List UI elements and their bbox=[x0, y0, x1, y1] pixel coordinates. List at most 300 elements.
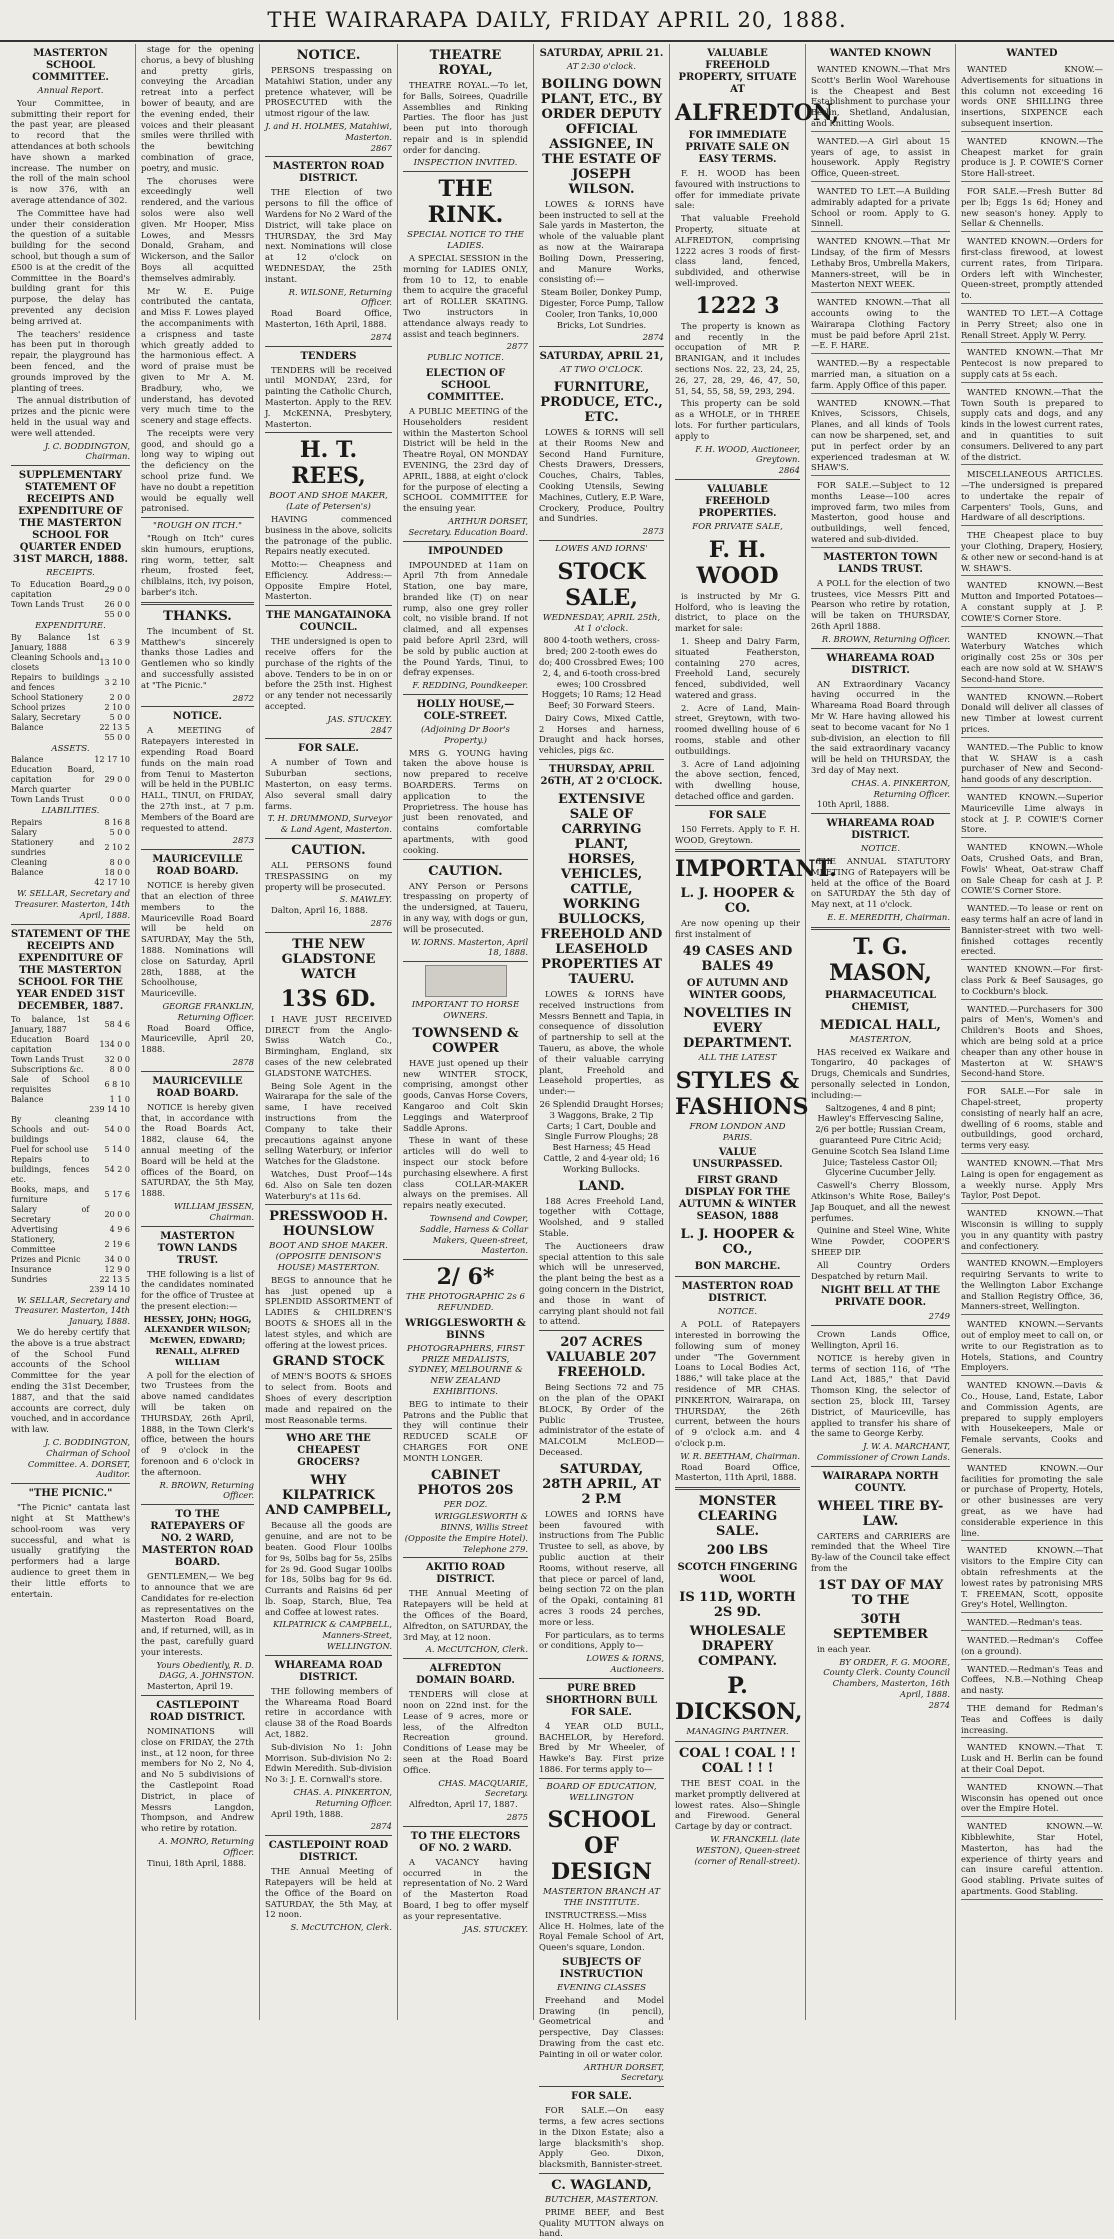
sale-time: AT 2:30 o'clock. bbox=[566, 62, 637, 72]
photo-price-subheading: THE PHOTOGRAPHIC 2s 6 REFUNDED. bbox=[406, 1292, 525, 1313]
theatre-royal-heading: THEATRE ROYAL, bbox=[429, 48, 502, 78]
divider bbox=[539, 540, 664, 541]
classified-ad: WANTED KNOWN.—That T. Lusk and H. Berlin can be found at their Coal Depot. bbox=[961, 1740, 1103, 1777]
ledger-item: Repairs to buildings and fences bbox=[11, 672, 100, 692]
ledger-amount: 2 10 0 bbox=[104, 702, 130, 712]
rees-text: HAVING commenced business in the above, solicits the patronage of the public. Repairs neatly executed. bbox=[265, 513, 392, 557]
school-of-design-subheading: MASTERTON BRANCH AT THE INSTITUTE. bbox=[542, 1887, 661, 1909]
receipts-table bbox=[11, 580, 130, 620]
ledger-amount: 54 2 0 bbox=[104, 1164, 130, 1174]
ledger-amount: 55 0 0 bbox=[104, 732, 130, 742]
liabilities-table bbox=[11, 818, 130, 888]
classified-ad: FOR SALE.—Subject to 12 months Lease—100 acres improved farm, two miles from Masterton, good house and outbuildings, well fenced, watered and sub-divided. bbox=[811, 478, 950, 548]
classified-ad: WANTED.—By a respectable married man, a situation on a farm. Apply Office of this paper. bbox=[811, 356, 950, 393]
poll-text: A POLL of Ratepayers interested in borrowing the following sum of money under "The Government Loans to Local Bodies Act, 1886," will take place at the residence of MR CHAS. PINKERTON, Wairarapa, on THURSDAY, the 26th current, between the hours of 9 o'clock a.m. and 4 o'clock p.m. bbox=[675, 1319, 800, 1448]
gladstone-text: Being Sole Agent in the Wairarapa for the sale of the same, I have received instructions from the Company to take their precautions against anyone selling Waterbury, or inferior Watches for the Gladstone. bbox=[265, 1080, 392, 1167]
mason-list: Saltzogenes, 4 and 8 pint; Hawley's Effervescing Saline, 2/6 per bottle; Russian Cream, guaranteed Pure Citric Acid; Genuine Scotch Sea Island Lime Juice; Tasteless Castor Oil; Glycerine Cucumber Jelly. bbox=[811, 1102, 950, 1178]
classified-ad: WANTED.—Redman's Coffee (on a ground). bbox=[961, 1633, 1103, 1660]
ledger-amount: 12 9 0 bbox=[104, 1264, 130, 1274]
cabinet-photos-heading: CABINET PHOTOS 20S bbox=[417, 1467, 514, 1498]
ad-number: 2867 bbox=[370, 142, 392, 153]
divider bbox=[265, 1204, 392, 1205]
poundkeeper-signature: F. REDDING, Poundkeeper. bbox=[412, 680, 528, 691]
rough-on-itch-heading: "ROUGH ON ITCH." bbox=[153, 521, 242, 532]
ledger-item: Stationery and sundries bbox=[11, 838, 95, 858]
divider bbox=[539, 1678, 664, 1679]
mason-text: Caswell's Cherry Blossom, Atkinson's White Rose, Bailey's Jap Bouquet, and all the newest perfumes. bbox=[811, 1180, 950, 1223]
crown-lands-text: NOTICE is hereby given in terms of section 116, of "The Land Act, 1885," that David Thomson King, the selector of section 25, block III, Tarsey District, of Mauriceville, has applied to transfer his share of the same to George Kerby. bbox=[811, 1352, 950, 1439]
wood-text: The property is known as and recently in the occupation of MR P. BRANIGAN, and it includes sections Nos. 22, 23, 24, 25, 26, 27, 28, 29, 46, 47, 50, 51, 54, 55, 58, 59, 293, 294. bbox=[675, 320, 800, 396]
divider bbox=[265, 432, 392, 433]
divider bbox=[675, 805, 800, 806]
classified-ad: WANTED KNOWN.—Superior Mauriceville Lime always in stock at J. P. COWIE'S Corner Store. bbox=[961, 790, 1103, 838]
akitio-heading: AKITIO ROAD DISTRICT. bbox=[426, 1562, 505, 1586]
holford-text: is instructed by Mr G. Holford, who is leaving the district, to place on the market for sale: bbox=[675, 590, 800, 634]
ratepayers-text: GENTLEMEN,— We beg to announce that we are Candidates for re-election as representatives on the Masterton Road Board, and, if returned, will, as in the past, carefully guard your interests. bbox=[141, 1571, 254, 1657]
ledger-item: Sundries bbox=[11, 1274, 48, 1284]
acreage-figure: 1222 3 bbox=[695, 292, 780, 319]
castlepoint-heading: CASTLEPOINT ROAD DISTRICT. bbox=[268, 1840, 389, 1864]
auction-text: LOWES and IORNS have been favoured with instructions from The Public Trustee to sell, as above, by public auction at their Rooms, without reserve, all that piece or parcel of land, being section 72 on the plan of the Opaki, containing 81 acres 3 roods 24 perches, more or less. bbox=[539, 1508, 664, 1627]
tenders-text: TENDERS will be received until MONDAY, 23rd, for painting the Catholic Church, Masterton. Apply to the REV. J. McKENNA, Presbytery, Masterton. bbox=[265, 364, 392, 429]
ledger-item: Repairs to buildings, fences etc. bbox=[11, 1154, 90, 1184]
townsend-signature: Townsend and Cowper, Saddle, Harness & Collar Makers, Queen-street, Masterton. bbox=[419, 1212, 528, 1256]
may-date-heading: 1ST DAY OF MAY TO THE bbox=[817, 1577, 944, 1608]
poll-text: A poll for the election of two Trustees from the above named candidates will be taken on THURSDAY, 26th April, 1888, in the Town Clerk's office, between the hours of 9 o'clock in the forenoon and 6 o'clock in the afternoon. bbox=[141, 1369, 254, 1477]
electors-heading: TO THE ELECTORS OF NO. 2 WARD. bbox=[410, 1830, 521, 1854]
ledger-item: School prizes bbox=[11, 702, 66, 712]
ratepayers-heading: TO THE RATEPAYERS OF NO. 2 WARD, MASTERTON ROAD BOARD. bbox=[141, 1509, 254, 1569]
ledger-amount: 5 0 0 bbox=[109, 712, 130, 722]
ledger-row bbox=[11, 1155, 130, 1185]
ledger-row bbox=[11, 723, 130, 733]
ledger-item: Stationery, Committee bbox=[11, 1234, 56, 1254]
stuckey-signature: JAS. STUCKEY. bbox=[463, 1923, 528, 1934]
ad-number: 2847 bbox=[370, 724, 392, 735]
secretary-signature: W. SELLAR, Secretary and Treasurer. Masterton, 14th January, 1888. bbox=[14, 1294, 130, 1327]
castlepoint-text: NOMINATIONS will close on FRIDAY, the 27th inst., at 12 noon, for three members for No 2, No 4, and No 5 subdivisions of the Castlepoint Road District, in place of Messrs Langdon, Thompson, and Andrew who retire by rotation. bbox=[141, 1726, 254, 1834]
divider bbox=[265, 346, 392, 347]
divider bbox=[539, 2173, 664, 2174]
auction-date-heading: SATURDAY, 28TH APRIL, AT 2 P.M bbox=[542, 1461, 661, 1507]
ad-number: 2875 bbox=[506, 1812, 528, 1823]
ad-number: 2864 bbox=[778, 465, 800, 476]
boiling-down-text: LOWES & IORNS have been instructed to sell at the Sale yards in Masterton, the whole of the valuable plant as now at the Wairarapa Boiling Down, Pressering, and Manure Works, consisting of:— bbox=[539, 198, 664, 285]
mason-text: All Country Orders Despatched by return Mail. bbox=[811, 1259, 950, 1281]
caution-heading: CAUTION. bbox=[291, 843, 366, 859]
castlepoint-heading: CASTLEPOINT ROAD DISTRICT. bbox=[149, 1700, 246, 1723]
dateline: Masterton, April 19. bbox=[147, 1681, 234, 1692]
managing-partner: MANAGING PARTNER. bbox=[686, 1727, 789, 1738]
divider bbox=[539, 2086, 664, 2087]
for-sale-heading: FOR SALE. bbox=[298, 743, 359, 755]
stock-list: 800 4-tooth wethers, cross-bred; 200 2-tooth ewes do do; 400 Crossbred Ewes; 100 2, 4, and 6-tooth cross-bred ewes; 100 Crossbred Hoggets; 10 Rams; 12 Head Beef; 30 Forward Steers. bbox=[539, 635, 664, 711]
dateline: Dalton, April 16, 1888. bbox=[271, 905, 368, 916]
drapery-heading: WHOLESALE DRAPERY COMPANY. bbox=[689, 1624, 786, 1670]
divider bbox=[403, 1557, 528, 1558]
ledger-item: Education Board capitation bbox=[11, 1034, 90, 1054]
audit-signature: J. C. BODDINGTON, Chairman of School Committee. A. DORSET, Auditor. bbox=[27, 1437, 130, 1480]
divider bbox=[811, 1466, 950, 1467]
mauriceville-heading: MAURICEVILLE ROAD BOARD. bbox=[152, 854, 243, 878]
mauriceville-text-2: NOTICE is hereby given that, in accordance with the Road Boards Act, 1882, clause 64, the annual meeting of the Board will be held at the offices of the Board, on SATURDAY, the 5th May, 1888. bbox=[141, 1101, 254, 1199]
divider bbox=[265, 1428, 392, 1429]
divider bbox=[811, 927, 950, 930]
ledger-amount: 2 10 2 bbox=[104, 843, 130, 853]
chemist-heading: PHARMACEUTICAL CHEMIST, bbox=[824, 989, 937, 1013]
picnic-paragraph: "The Picnic" cantata last night at St Matthew's school-room was very successful, and what is usually gratifying the performers had a large audience to greet them in their little efforts to entertain. bbox=[11, 1502, 130, 1599]
hounslow-text: BEGS to announce that he has just opened up a SPLENDID ASSORTMENT of LADIES & CHILDREN'S BOOTS & SHOES all in the latest styles, and which are offering at the lowest prices. bbox=[265, 1274, 392, 1350]
ledger-row bbox=[11, 1235, 130, 1255]
sale-time: AT TWO O'CLOCK. bbox=[559, 365, 643, 376]
ledger-amount: 18 0 0 bbox=[104, 868, 130, 878]
land-heading: LAND. bbox=[578, 1178, 625, 1194]
domain-board-text: TENDERS will close at noon on 22nd inst. for the Lease of 9 acres, more or less, of the Alfredton Recreation ground. Conditions of Lease may be seen at the Road Board Office. bbox=[403, 1689, 528, 1775]
ledger-row bbox=[11, 653, 130, 673]
stock-sale-label: LOWES AND IORNS' bbox=[555, 543, 648, 554]
private-sale-label: FOR PRIVATE SALE, bbox=[692, 521, 783, 532]
latest-label: ALL THE LATEST bbox=[698, 1053, 777, 1064]
ledger-item bbox=[11, 1105, 89, 1115]
classified-ad: WANTED KNOWN.—That all accounts owing to the Wairarapa Clothing Factory must be paid before April 21st.—E. F. HARE. bbox=[811, 295, 950, 354]
receipts-label: RECEIPTS. bbox=[46, 568, 95, 579]
classified-ad: WANTED KNOWN.—That Knives, Scissors, Chisels, Planes, and all kinds of Tools can now be sharpened, set, and put in perfect order by an experienced tradesman at W. SHAW'S. bbox=[811, 396, 950, 477]
whareama-text: Sub-division No 1: John Morrison. Sub-division No 2: Edwin Meredith. Sub-division No 3: J. E. Cornwall's store. bbox=[265, 1741, 392, 1785]
column-5 bbox=[534, 44, 670, 2239]
first-display-heading: FIRST GRAND DISPLAY FOR THE AUTUMN & WINTER SEASON, 1888 bbox=[678, 1175, 797, 1223]
akitio-text: THE Annual Meeting of Ratepayers will be held at the Offices of the Board, Alfredton, on SATURDAY, the 3rd May, at 12 noon. bbox=[403, 1588, 528, 1642]
wrigglesworth-signature: WRIGGLESWORTH & BINNS, Willis Street (Opposite the Empire Hotel). Telephone 279. bbox=[404, 1511, 528, 1554]
returning-officer: GEORGE FRANKLIN, Returning Officer. bbox=[162, 1000, 254, 1022]
school-of-design-heading: SCHOOL OF DESIGN bbox=[547, 1807, 656, 1886]
franckell-signature: W. FRANCKELL (late WESTON), Queen-street (corner of Renall-street). bbox=[694, 1833, 800, 1866]
dateline: Tinui, 18th April, 1888. bbox=[147, 1857, 247, 1868]
assets-label: ASSETS. bbox=[51, 743, 90, 754]
ledger-row bbox=[11, 1205, 130, 1225]
assets-table bbox=[11, 755, 130, 805]
marchant-signature: J. W. A. MARCHANT, Commissioner of Crown Lands. bbox=[816, 1441, 950, 1462]
notice-label: NOTICE. bbox=[717, 1307, 758, 1318]
autumn-winter-heading: OF AUTUMN AND WINTER GOODS, bbox=[686, 978, 789, 1002]
wood-text: That valuable Freehold Property, situate at ALFREDTON, comprising 1222 acres 3 roods of first-class land, fenced, subdivided, and otherwise well-improved. bbox=[675, 213, 800, 288]
ledger-row bbox=[11, 818, 130, 828]
ledger-row bbox=[11, 1185, 130, 1205]
divider bbox=[11, 924, 130, 925]
caution-heading: CAUTION. bbox=[428, 863, 503, 879]
ledger-row bbox=[11, 1015, 130, 1035]
classified-ad: WANTED KNOWN.—Whole Oats, Crushed Oats, and Bran, Fowls' Wheat, Oat-straw Chaff on Sale Cheap for cash at J. P. COWIE'S Corner Store. bbox=[961, 840, 1103, 899]
ledger-item: To balance, 1st January, 1887 bbox=[11, 1014, 90, 1034]
dateline: Road Board Office, Mauriceville, April 20, 1888. bbox=[141, 1022, 254, 1055]
classified-ad: WANTED TO LET.—A Building admirably adapted for a private School or room. Apply to G. Sinnell. bbox=[811, 184, 950, 232]
divider bbox=[141, 706, 254, 707]
ledger-item: By cleaning Schools and out-buildings bbox=[11, 1114, 90, 1144]
ledger-amount: 58 4 6 bbox=[104, 1019, 130, 1029]
ad-number: 2878 bbox=[232, 1056, 254, 1067]
ledger-amount: 134 0 0 bbox=[99, 1039, 130, 1049]
report-paragraph: The teachers' residence has been put in thorough repair, the playground has been fenced, and the grounds improved by the planting of trees. bbox=[11, 328, 130, 393]
value-heading: VALUE UNSURPASSED. bbox=[692, 1147, 783, 1171]
ledger-item: Salary of Secretary bbox=[11, 1204, 90, 1224]
ledger-item: Sale of School requisites bbox=[11, 1074, 90, 1094]
ad-number: 2876 bbox=[370, 918, 392, 929]
auctioneers-signature: LOWES & IORNS, Auctioneers. bbox=[586, 1653, 664, 1674]
divider bbox=[141, 517, 254, 518]
masterton-label: MASTERTON, bbox=[849, 1034, 912, 1045]
rees-subheading: BOOT AND SHOE MAKER, (Late of Petersen's) bbox=[269, 491, 388, 513]
freehold-properties-heading: VALUABLE FREEHOLD PROPERTIES. bbox=[698, 483, 777, 519]
classified-ad: WANTED KNOWN.—Best Mutton and Imported Potatoes—A constant supply at J. P. COWIE'S Corner Store. bbox=[961, 578, 1103, 626]
picnic-continued: Mr W. E. Puige contributed the cantata, and Miss F. Lowes played the accompaniments with a crispness and taste which greatly added to the harmonious effect. A word of praise must be given to Mr A. M. Bradbury, who, we understand, has devoted very much time to the scenery and stage effects. bbox=[141, 285, 254, 426]
classified-ad: WANTED KNOWN.—That Mr Pentecost is now prepared to supply cats at 5s each. bbox=[961, 345, 1103, 382]
ledger-item: Salary, Secretary bbox=[11, 712, 81, 722]
divider bbox=[403, 171, 528, 172]
classified-ad: WANTED.—Purchasers for 300 pairs of Men's, Women's and Children's Boots and Shoes, which are being sold at a price cheaper than any other house in Masterton at W. SHAW'S Second-hand Store. bbox=[961, 1002, 1103, 1083]
ledger-amount: 26 0 0 bbox=[104, 599, 130, 609]
divider bbox=[265, 932, 392, 933]
mason-heading: T. G. MASON, bbox=[829, 933, 932, 986]
ledger-amount: 29 0 0 bbox=[104, 775, 130, 785]
wrigglesworth-subheading: PHOTOGRAPHERS, FIRST PRIZE MEDALISTS, SYDNEY, MELBOURNE & NEW ZEALAND EXHIBITIONS. bbox=[406, 1343, 525, 1397]
divider bbox=[539, 1330, 664, 1331]
wood-text: F. H. WOOD has been favoured with instructions to offer for immediate private sale: bbox=[675, 168, 800, 211]
divider bbox=[403, 541, 528, 542]
carrying-plant-text: LOWES & IORNS have received instructions from Messrs Bennett and Tapia, in consequence of dissolution of partnership to sell at the Taueru, as above, the whole of their valuable carrying plant, Freehold and Leasehold properties, as under:— bbox=[539, 989, 664, 1097]
subjects-text: Freehand and Model Drawing (in pencil), Geometrical and perspective, Day Classes: Drawing from the cast etc. Painting in oil or water color. bbox=[539, 1994, 664, 2059]
mason-text: HAS received ex Waikare and Tongariro, 40 packages of Drugs, Chemicals and Sundries, personally selected in London, including:— bbox=[811, 1046, 950, 1100]
ledger-item: Education Board, capitation for March quarter bbox=[11, 765, 95, 795]
ledger-amount: 29 0 0 bbox=[104, 584, 130, 594]
freehold-heading: 207 ACRES VALUABLE 207 FREEHOLD. bbox=[546, 1335, 657, 1381]
wool-price-heading: IS 11D, WORTH 2S 9D. bbox=[679, 1590, 796, 1621]
alfredton-heading: ALFREDTON, bbox=[675, 100, 840, 126]
classified-ad: WANTED KNOW.—Advertisements for situations in this column not exceeding 16 words ONE SHILLING three insertions, SIXPENCE each subsequent insertion. bbox=[961, 62, 1103, 132]
carrying-plant-list: 26 Splendid Draught Horses; 3 Waggons, Brake, 2 Tip Carts; 1 Cart, Double and Single Furrow Ploughs; 28 Best Harness; 45 Head Cattle, 2 and 4-year old; 16 Working Bullocks. bbox=[539, 1099, 664, 1174]
mawley-signature: S. MAWLEY. bbox=[339, 894, 392, 905]
inspection-invited: INSPECTION INVITED. bbox=[413, 157, 518, 168]
picnic-continued: The receipts were very good, and should go a long way to wiping out the deficiency on the school prize fund. We have no doubt a repetition would be equally well patronised. bbox=[141, 427, 254, 514]
ledger-item bbox=[11, 610, 105, 620]
classified-ad: WANTED KNOWN.—W. Kibblewhite, Star Hotel, Masterton, has had the experience of thirty years and can insure careful attention. Good stabling. Private suites of apartments. Good Stabling. bbox=[961, 1819, 1103, 1900]
ledger-amount: 55 0 0 bbox=[104, 609, 130, 619]
ad-number: 2874 bbox=[642, 332, 664, 343]
for-sale-text: FOR SALE.—On easy terms, a few acres sections in the Dixon Estate; also a large blacksmith's shop. Apply Geo. Dixon, blacksmith, Bannister-street. bbox=[539, 2105, 664, 2170]
medical-hall-heading: MEDICAL HALL, bbox=[820, 1017, 941, 1033]
brown-signature: R. BROWN, Returning Officer. bbox=[821, 633, 950, 644]
divider bbox=[675, 1276, 800, 1277]
sale-date-heading: SATURDAY, APRIL 21. bbox=[539, 48, 664, 59]
mauriceville-text: NOTICE is hereby given that an election of three members to the Mauriceville Road Board will be held on SATURDAY, May the 5th, 1888. Nominations will close on Saturday, April 28th, 1888, at the Schoolhouse, Mauriceville. bbox=[141, 880, 254, 999]
ledger-row bbox=[11, 600, 130, 610]
ledger-item: Prizes and Picnic bbox=[11, 1254, 81, 1264]
dateline: Road Board Office, Masterton, 11th April, 1888. bbox=[675, 1461, 800, 1483]
wagland-text: PRIME BEEF, and Best Quality MUTTON always on hand. bbox=[539, 2206, 664, 2239]
dorset-signature: ARTHUR DORSET, Secretary. bbox=[584, 2061, 664, 2083]
divider bbox=[265, 156, 392, 157]
classified-ad: WANTED KNOWN.—The Cheapest market for grain produce is J. P. COWIE'S Corner Store Hall-street. bbox=[961, 134, 1103, 182]
tenders-heading: TENDERS bbox=[300, 350, 357, 362]
ledger-row bbox=[11, 868, 130, 878]
ledger-row bbox=[11, 1275, 130, 1285]
bull-text: 4 YEAR OLD BULL, BACHELOR, by Hereford. Bred by Mr Wheeler, of Hawke's Bay. First prize 1886. For terms apply to— bbox=[539, 1720, 664, 1774]
divider bbox=[539, 759, 664, 760]
hooper-heading: L. J. HOOPER & CO. bbox=[680, 886, 795, 917]
ledger-amount: 8 16 8 bbox=[104, 818, 130, 828]
divider bbox=[11, 1483, 130, 1484]
impounded-heading: IMPOUNDED bbox=[428, 545, 503, 557]
rough-on-itch-text: "Rough on Itch" cures skin humours, eruptions, ring worm, tetter, salt rheum, frosted feet, chilblains, itch, ivy poison, barber's itch. bbox=[141, 533, 254, 598]
ad-number: 2873 bbox=[642, 526, 664, 537]
ledger-row bbox=[11, 1225, 130, 1235]
boiling-down-heading: BOILING DOWN PLANT, ETC., BY ORDER DEPUTY OFFICIAL ASSIGNEE, IN THE ESTATE OF JOSEPH WILSON. bbox=[540, 76, 663, 197]
pinkerton-signature: CHAS. A. PINKERTON, Returning Officer. bbox=[851, 777, 950, 799]
annual-receipts-table bbox=[11, 1015, 130, 1115]
ledger-item: Balance bbox=[11, 868, 44, 878]
election-text: A PUBLIC MEETING of the Householders resident within the Masterton School District will be held in the Theatre Royal, ON MONDAY EVENING, the 23rd day of APRIL, 1888, at eight o'clock for the purpose of electing a SCHOOL COMMITTEE for the ensuing year. bbox=[403, 405, 528, 514]
ledger-row bbox=[11, 1105, 130, 1115]
classified-ad: WANTED.—The Public to know that W. SHAW is a cash purchaser of New and Second-hand goods of any description. bbox=[961, 740, 1103, 788]
divider bbox=[811, 1325, 950, 1326]
ledger-row bbox=[11, 1255, 130, 1265]
ledger-amount: 5 17 6 bbox=[104, 1189, 130, 1199]
council-heading: THE MANGATAINOKA COUNCIL. bbox=[266, 610, 391, 634]
dateline: April 19th, 1888. bbox=[271, 1808, 344, 1819]
ledger-item: Insurance bbox=[11, 1264, 52, 1274]
divider bbox=[265, 605, 392, 606]
ledger-item: Subscriptions &c. bbox=[11, 1064, 84, 1074]
notice-heading: NOTICE. bbox=[296, 48, 361, 63]
property-heading: VALUABLE FREEHOLD PROPERTY, SITUATE AT bbox=[678, 48, 797, 95]
ledger-amount: 2 19 6 bbox=[104, 1239, 130, 1249]
school-committee-heading: MASTERTON SCHOOL COMMITTEE. bbox=[32, 48, 109, 83]
ledger-amount: 22 13 5 bbox=[99, 1274, 130, 1284]
ledger-amount: 8 0 0 bbox=[109, 858, 130, 868]
holmes-signature: J. and H. HOLMES, Matahiwi, Masterton. bbox=[265, 120, 392, 142]
ad-number: 2873 bbox=[232, 835, 254, 846]
report-paragraph: The annual distribution of prizes and the picnic were held in the usual way and were well attended. bbox=[11, 395, 130, 438]
whareama-heading: WHAREAMA ROAD DISTRICT. bbox=[274, 1659, 383, 1683]
divider bbox=[141, 602, 254, 605]
ledger-item: To Education Board capitation bbox=[11, 579, 105, 599]
cases-heading: 49 CASES AND BALES 49 bbox=[682, 944, 793, 975]
classified-ad: WANTED.—Redman's Teas and Coffees, N.B.—Nothing Cheap and nasty. bbox=[961, 1662, 1103, 1699]
school-committee-subheading: Annual Report. bbox=[37, 86, 104, 96]
ledger-row bbox=[11, 580, 130, 600]
holly-house-subheading: (Adjoining Dr Boor's Property.) bbox=[421, 725, 510, 746]
report-paragraph: Your Committee, in submitting their report for the past year, are pleased to record that the attendances at both schools have shown a marked increase. The number on the roll of the main school is now 376, with an average attendance of 302. bbox=[11, 97, 130, 205]
mason-text: Quinine and Steel Wine, White Wine Powder, COOPER'S SHEEP DIP. bbox=[811, 1225, 950, 1257]
ledger-row bbox=[11, 1035, 130, 1055]
ledger-row bbox=[11, 633, 130, 653]
trespass-notice: PERSONS trespassing on Matahiwi Station, under any pretence whatever, will be PROSECUTED with the utmost rigour of the law. bbox=[265, 65, 392, 119]
ledger-row bbox=[11, 1115, 130, 1145]
rink-text: A SPECIAL SESSION in the morning for LADIES ONLY, from 10 to 12, to enable them to acquire the graceful art of ROLLER SKATING. Two instructors in attendance always ready to assist and teach beginners. bbox=[403, 252, 528, 339]
novelties-heading: NOVELTIES IN EVERY DEPARTMENT. bbox=[682, 1006, 793, 1052]
ledger-amount: 54 0 0 bbox=[104, 1124, 130, 1134]
townsend-text: HAVE just opened up their new WINTER STOCK, comprising, amongst other goods, Canvas Horse Covers, Kangaroo and Colt Skin Leggings and Waterproof Saddle Aprons. bbox=[403, 1057, 528, 1133]
divider bbox=[811, 813, 950, 814]
column-3 bbox=[260, 44, 398, 2020]
divider bbox=[265, 1655, 392, 1656]
ledger-amount: 20 0 0 bbox=[104, 1209, 130, 1219]
council-text: THE undersigned is open to receive offers for the purchase of the rights of the above. Tenders to be in on or before the 25th inst. Highest or any tender not necessarily accepted. bbox=[265, 636, 392, 712]
whareama-text: THE following members of the Whareama Road Board retire in accordance with clause 38 of the Road Boards Act, 1882. bbox=[265, 1685, 392, 1740]
classified-ad: WANTED.—A Girl about 15 years of age, to assist in housework. Apply Registry Office, Queen-street. bbox=[811, 134, 950, 182]
boiling-down-list: Steam Boiler, Donkey Pump, Digester, Force Pump, Tallow Cooler, Iron Tanks, 10,000 Bricks, Lot Sundries. bbox=[539, 287, 664, 330]
ferrets-text: 150 Ferrets. Apply to F. H. WOOD, Greytown. bbox=[675, 823, 800, 845]
ledger-row bbox=[11, 610, 130, 620]
evening-classes: EVENING CLASSES bbox=[556, 1983, 647, 1994]
land-text: The Auctioneers draw special attention to this sale which will be unreserved, the plant being the best as a going concern in the District, and those in want of carrying plant should not fail to attend. bbox=[539, 1240, 664, 1327]
divider bbox=[811, 648, 950, 649]
dateline: Road Board Office, Masterton, 16th April, 1888. bbox=[265, 308, 392, 329]
drummond-signature: T. H. DRUMMOND, Surveyor & Land Agent, Masterton. bbox=[267, 813, 392, 835]
fh-wood-heading: F. H. WOOD bbox=[696, 536, 779, 589]
education-board-label: BOARD OF EDUCATION, WELLINGTON bbox=[546, 1781, 657, 1803]
divider bbox=[675, 479, 800, 480]
classified-ad: THE demand for Redman's Teas and Coffees is daily increasing. bbox=[961, 1701, 1103, 1738]
divider bbox=[675, 1741, 800, 1742]
townsend-text: These in want of these articles will do well to inspect our stock before purchasing elsewhere. A first class COLLAR-MAKER always on the premises. All repairs neatly executed. bbox=[403, 1135, 528, 1211]
thanks-text: The incumbent of St. Matthew's sincerely thanks those Ladies and Gentlemen who so kindly and successfully assisted at "The Picnic." bbox=[141, 625, 254, 690]
land-text: 188 Acres Freehold Land, together with Cottage, Woolshed, and 9 stalled Stable. bbox=[539, 1195, 664, 1239]
statutory-meeting-text: THE ANNUAL STATUTORY MEETING of Ratepayers will be held at the office of the Board on SATURDAY the 5th day of May next, at 11 o'clock. bbox=[811, 856, 950, 910]
divider bbox=[141, 1504, 254, 1505]
dickson-heading: P. DICKSON, bbox=[675, 1673, 803, 1726]
divider bbox=[403, 1658, 528, 1659]
column-8 bbox=[956, 44, 1108, 2020]
clearing-sale-heading: MONSTER CLEARING SALE. bbox=[697, 1494, 778, 1540]
divider bbox=[403, 1259, 528, 1260]
column-4 bbox=[398, 44, 534, 2020]
saddle-illustration bbox=[425, 965, 507, 997]
gladstone-text: I HAVE JUST RECEIVED DIRECT from the Anglo-Swiss Watch Co., Birmingham, England, six cases of the new celebrated GLADSTONE WATCHES. bbox=[265, 1013, 392, 1078]
dorset-signature: ARTHUR DORSET, Secretary. Education Board. bbox=[408, 515, 528, 537]
classified-ad: WANTED KNOWN.—Employers requiring Servants to write to the Wellington Labor Exchange and Stallion Registry Office, 36, Manners-street, Wellington. bbox=[961, 1256, 1103, 1315]
electors-text: A VACANCY having occurred in the representation of No. 2 Ward of the Masterton Road Board, I beg to offer myself as your representative. bbox=[403, 1856, 528, 1921]
returning-officer: A. MONRO, Returning Officer. bbox=[159, 1835, 254, 1857]
thursday-sale-heading: THURSDAY, APRIL 26TH, AT 2 O'CLOCK. bbox=[540, 764, 663, 788]
crown-lands-dateline: Crown Lands Office, Wellington, April 16. bbox=[811, 1329, 950, 1350]
ledger-row bbox=[11, 1055, 130, 1065]
ledger-amount: 5 0 0 bbox=[109, 828, 130, 838]
divider bbox=[403, 1826, 528, 1827]
divider bbox=[265, 738, 392, 739]
ledger-item: Balance bbox=[11, 722, 44, 732]
returning-officer: R. WILSONE, Returning Officer. bbox=[288, 286, 392, 308]
ledger-amount: 12 17 10 bbox=[94, 755, 130, 765]
ledger-row bbox=[11, 858, 130, 868]
classified-ad: WANTED KNOWN.—Servants out of employ meet to call on, or write to our Registration as to Hotels, Stations, and Country Employers. bbox=[961, 1317, 1103, 1376]
divider bbox=[265, 1835, 392, 1836]
stuckey-signature: JAS. STUCKEY. bbox=[327, 713, 392, 724]
classified-ad: WANTED KNOWN.—That Mr Lindsay, of the firm of Messrs Lethaby Bros, Umbrella Makers, Manners-street, will be in Masterton NEXT WEEK. bbox=[811, 234, 950, 293]
kilpatrick-signature: KILPATRICK & CAMPBELL, Manners-Street, WELLINGTON. bbox=[273, 1619, 392, 1652]
ledger-amount: 6 8 10 bbox=[104, 1079, 130, 1089]
design-text: INSTRUCTRESS.—Miss Alice H. Holmes, late of the Royal Female School of Art, Queen's square, London. bbox=[539, 1909, 664, 1953]
rees-motto: Motto:— Cheapness and Efficiency. Address:— Opposite Empire Hotel, Masterton. bbox=[265, 559, 392, 602]
ledger-row bbox=[11, 755, 130, 765]
ledger-amount: 3 2 10 bbox=[104, 677, 130, 687]
rees-heading: H. T. REES, bbox=[291, 437, 366, 490]
ledger-amount: 2 0 0 bbox=[109, 692, 130, 702]
town-lands-heading: MASTERTON TOWN LANDS TRUST. bbox=[823, 551, 938, 575]
september-heading: 30TH SEPTEMBER bbox=[833, 1611, 928, 1642]
whareama-heading: WHAREAMA ROAD DISTRICT. bbox=[826, 652, 935, 676]
classified-ad: THE Cheapest place to buy your Clothing, Drapery, Hosiery, & other new or second-hand is at W. SHAW'S. bbox=[961, 528, 1103, 576]
ledger-amount: 34 0 0 bbox=[104, 1254, 130, 1264]
ledger-amount: 239 14 10 bbox=[89, 1104, 130, 1114]
